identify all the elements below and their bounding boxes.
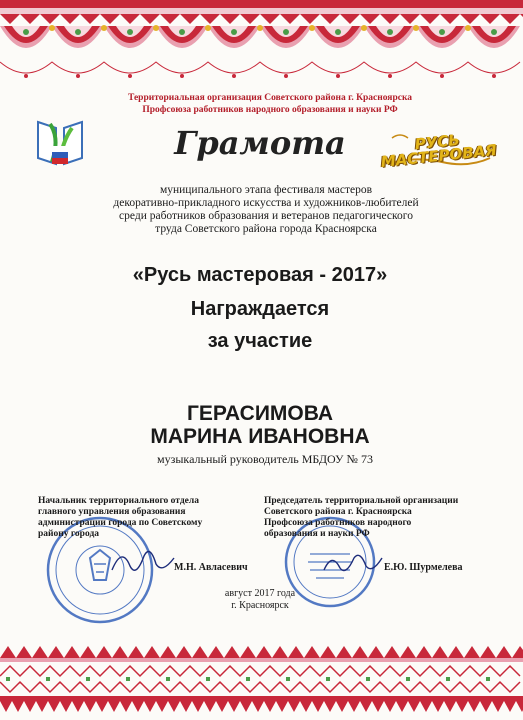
recipient-position: музыкальный руководитель МБДОУ № 73	[157, 452, 373, 466]
festival-name: «Русь мастеровая - 2017»	[132, 264, 388, 286]
signatory-right-name: Е.Ю. Шурмелева	[384, 562, 463, 573]
signatory-left-title	[38, 496, 248, 540]
issue-date: август 2017 года	[224, 588, 296, 599]
description-line-2: декоративно-прикладного искусства и художников-любителей	[113, 197, 419, 209]
signatory-right-line-4: образования и науки РФ	[264, 529, 370, 539]
certificate-title: Грамота	[174, 124, 346, 162]
logo-text: РУСЬ МАСТЕРОВАЯ	[379, 130, 498, 171]
recipient-given-name: МАРИНА ИВАНОВНА	[150, 425, 370, 448]
award-line: Награждается	[190, 298, 330, 320]
description-line-3: среди работников образования и ветеранов педагогического	[119, 210, 413, 222]
signatory-left-line-3: администрации города по Советскому	[38, 518, 203, 528]
organization-line-1: Территориальная организация Советского района г. Красноярска	[127, 93, 413, 103]
signatory-right-line-3: Профсоюза работников народного	[264, 518, 412, 528]
issue-date-place	[200, 588, 320, 612]
issue-place: г. Красноярск	[231, 600, 289, 611]
signatory-left-line-4: району города	[38, 529, 99, 539]
handwritten-signature-right	[320, 544, 386, 580]
organization-header	[60, 92, 480, 116]
signatory-left-line-1: Начальник территориального отдела	[38, 496, 199, 506]
award-reason: за участие	[207, 330, 313, 352]
event-description	[96, 184, 436, 236]
handwritten-signature-left	[108, 540, 178, 580]
signatory-right-line-1: Председатель территориальной организации	[264, 496, 459, 506]
union-emblem-logo	[32, 118, 88, 170]
bottom-ornament-border	[0, 636, 523, 720]
rus-masterovaya-logo	[379, 128, 498, 171]
organization-line-2: Профсоюза работников народного образования и науки РФ	[142, 105, 398, 115]
recipient-surname: ГЕРАСИМОВА	[186, 402, 334, 425]
description-line-4: труда Советского района города Красноярска	[155, 223, 377, 235]
signatory-left-line-2: главного управления образования	[38, 507, 186, 517]
signatory-left-name: М.Н. Авласевич	[174, 562, 248, 573]
description-line-1: муниципального этапа фестиваля мастеров	[159, 184, 373, 196]
signatory-right-title	[264, 496, 484, 540]
top-ornament-border	[0, 0, 523, 90]
signatory-right-line-2: Советского района г. Красноярска	[264, 507, 412, 517]
